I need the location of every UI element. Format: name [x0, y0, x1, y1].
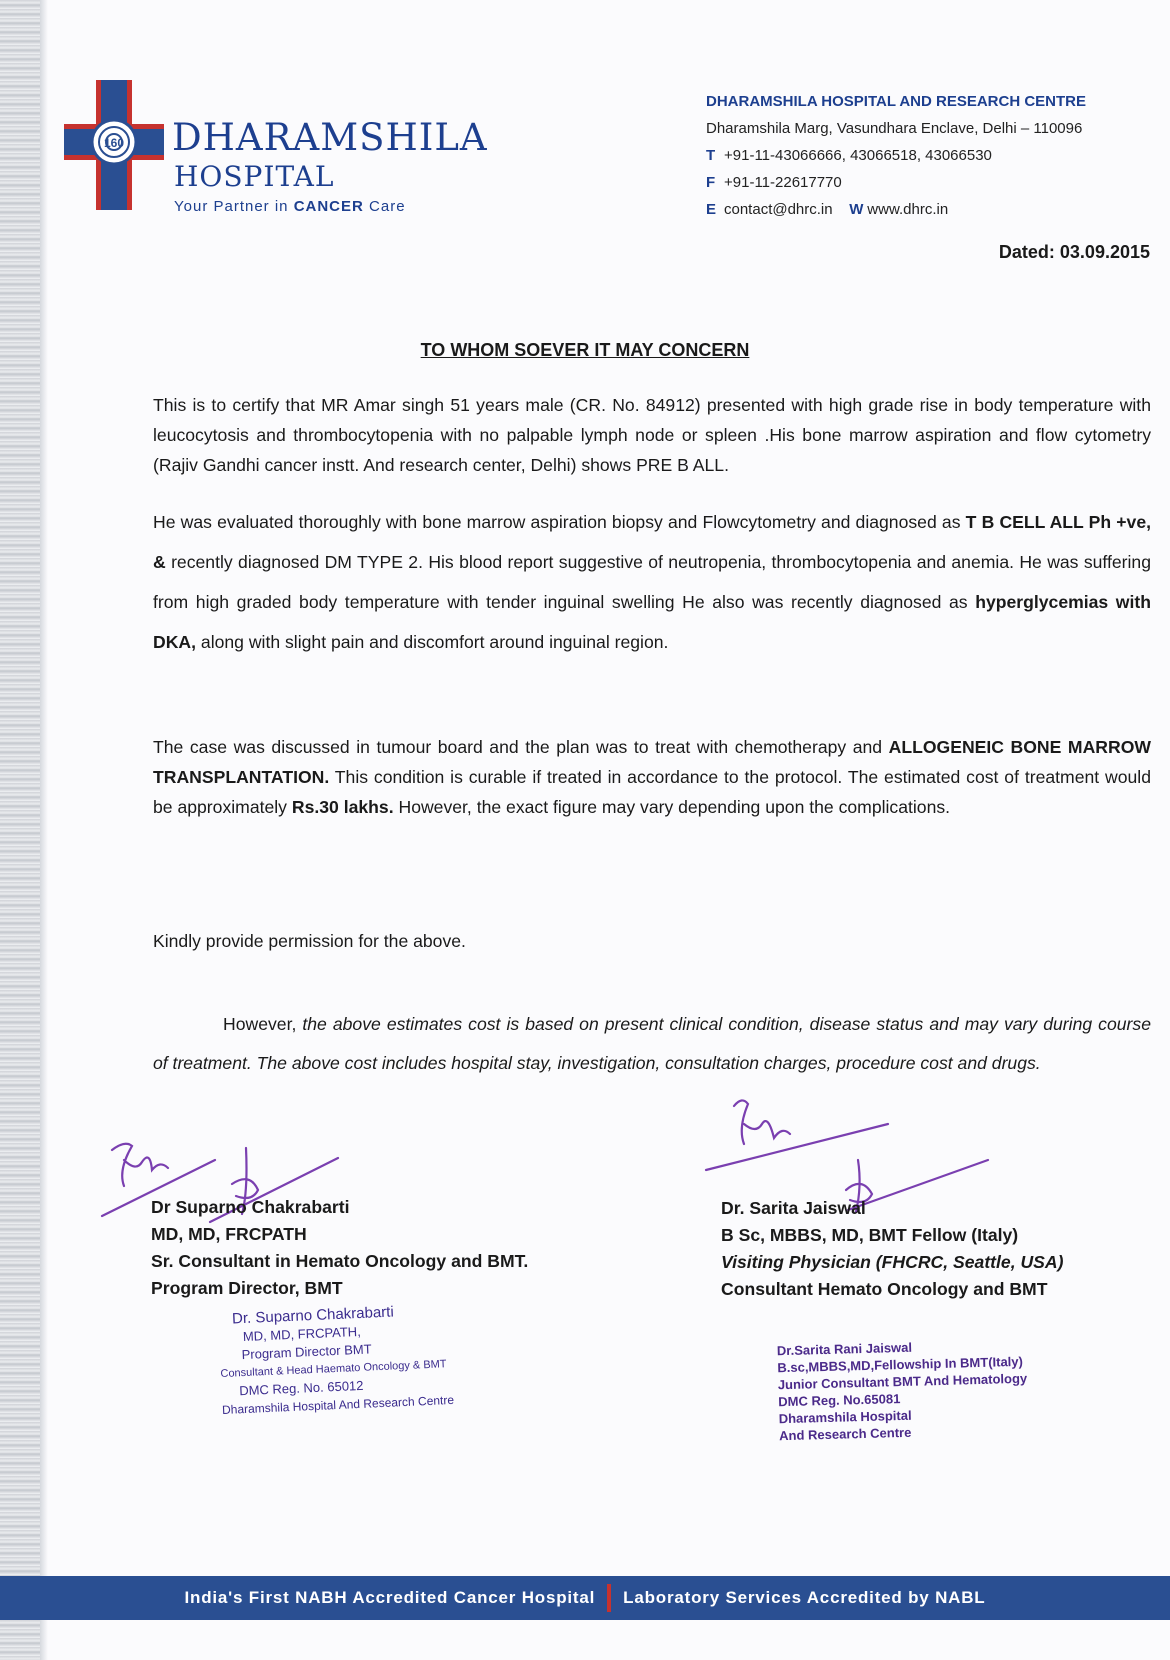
p2-b: T B CELL ALL Ph +ve, &	[153, 512, 1152, 572]
signatory-2-name: Dr. Sarita Jaiswal	[721, 1198, 866, 1218]
signatory-1-position: Program Director, BMT	[151, 1278, 343, 1298]
p2-a: He was evaluated thoroughly with bone marrow aspiration biopsy and Flowcytometry and diagnosed as	[153, 512, 966, 532]
stamp-2	[777, 1336, 1029, 1444]
signatory-1-name: Dr Suparno Chakrabarti	[151, 1197, 350, 1217]
web-label: W	[849, 201, 864, 218]
p3-c: This condition is curable if treated in accordance to the protocol. The estimated cost of treatment would be approximately	[153, 767, 1151, 817]
signatory-2-visiting: Visiting Physician (FHCRC, Seattle, USA)	[721, 1252, 1064, 1272]
brand-sub: HOSPITAL	[174, 160, 335, 193]
fax-label: F	[706, 174, 716, 191]
stamp-2-line: Dharamshila Hospital	[778, 1407, 912, 1427]
footer-divider	[607, 1584, 611, 1612]
stamp-2-line: Dr.Sarita Rani Jaiswal	[776, 1339, 913, 1359]
p5-a: However,	[223, 1014, 303, 1034]
signatory-1-role: Sr. Consultant in Hemato Oncology and BMT.	[151, 1251, 529, 1271]
stamp-1-line: Dr. Suparno Chakrabarti	[231, 1303, 395, 1328]
tel: +91-11-43066666, 43066518, 43066530	[724, 147, 992, 164]
paragraph-4: Kindly provide permission for the above.	[153, 931, 466, 951]
p2-e: along with slight pain and discomfort around inguinal region.	[196, 632, 669, 652]
stamp-1	[218, 1301, 455, 1419]
stamp-1-line: Dharamshila Hospital And Research Centre	[221, 1392, 455, 1418]
footer-left: India's First NABH Accredited Cancer Hospital	[184, 1588, 596, 1607]
tagline-pre: Your Partner in	[174, 198, 294, 215]
logo-text: 160	[103, 136, 125, 150]
signatory-2-role: Consultant Hemato Oncology and BMT	[721, 1279, 1048, 1299]
email[interactable]: contact@dhrc.in	[724, 201, 833, 218]
signatory-2-degrees: B Sc, MBBS, MD, BMT Fellow (Italy)	[721, 1225, 1019, 1245]
email-label: E	[706, 201, 717, 218]
p3-b: ALLOGENEIC BONE MARROW TRANSPLANTATION.	[153, 737, 1151, 787]
p3-d: Rs.30 lakhs.	[291, 797, 394, 817]
stamp-2-line: Junior Consultant BMT And Hematology	[777, 1370, 1028, 1393]
p3-e: However, the exact figure may vary depending upon the complications.	[393, 797, 951, 817]
stamp-1-line: Program Director BMT	[241, 1341, 372, 1363]
brand-name: DHARAMSHILA	[172, 116, 488, 159]
org-name: DHARAMSHILA HOSPITAL AND RESEARCH CENTRE	[706, 93, 1087, 110]
p2-c: recently diagnosed DM TYPE 2. His blood report suggestive of neutropenia, thrombocytopenia and anemia. He was suffering from high graded body temperature with tender inguinal swelling He also was recently diagnosed as	[153, 552, 1151, 612]
tagline-post: Care	[363, 198, 406, 215]
signatory-1	[151, 1194, 528, 1302]
website[interactable]: www.dhrc.in	[867, 201, 949, 218]
stamp-2-line: And Research Centre	[778, 1424, 912, 1444]
dated: Dated: 03.09.2015	[998, 242, 1150, 262]
tel-label: T	[706, 147, 716, 164]
p2-d: hyperglycemias with DKA,	[153, 592, 1151, 652]
stamp-2-line: DMC Reg. No.65081	[778, 1391, 901, 1410]
stamp-1-line: MD, MD, FRCPATH,	[242, 1323, 362, 1345]
stamp-1-line: DMC Reg. No. 65012	[238, 1377, 364, 1399]
signatory-2	[721, 1195, 1064, 1303]
p5-b: the above estimates cost is based on present clinical condition, disease status and may vary during course of treatment. The above cost includes hospital stay, investigation, consultation charges, procedure cost and drugs.	[153, 1014, 1151, 1073]
stamp-2-line: B.sc,MBBS,MD,Fellowship In BMT(Italy)	[777, 1353, 1024, 1376]
stamp-1-line: Consultant & Head Haemato Oncology & BMT	[220, 1358, 447, 1381]
tagline-bold: CANCER	[293, 198, 364, 215]
address: Dharamshila Marg, Vasundhara Enclave, Delhi – 110096	[706, 120, 1083, 137]
letter-heading: TO WHOM SOEVER IT MAY CONCERN	[420, 340, 750, 360]
p3-a: The case was discussed in tumour board and the plan was to treat with chemotherapy and	[153, 737, 889, 757]
fax: +91-11-22617770	[724, 174, 842, 191]
footer-right: Laboratory Services Accredited by NABL	[623, 1588, 986, 1607]
signatory-1-degrees: MD, MD, FRCPATH	[151, 1224, 307, 1244]
paragraph-1: This is to certify that MR Amar singh 51 years male (CR. No. 84912) presented with high grade rise in body temperature with leucocytosis and thrombocytopenia with no palpable lymph node or spleen .His bone marrow aspiration and flow cytometry (Rajiv Gandhi cancer instt. And research center, Delhi) shows PRE B ALL.	[153, 395, 1151, 475]
footer-bar	[0, 1576, 1170, 1620]
